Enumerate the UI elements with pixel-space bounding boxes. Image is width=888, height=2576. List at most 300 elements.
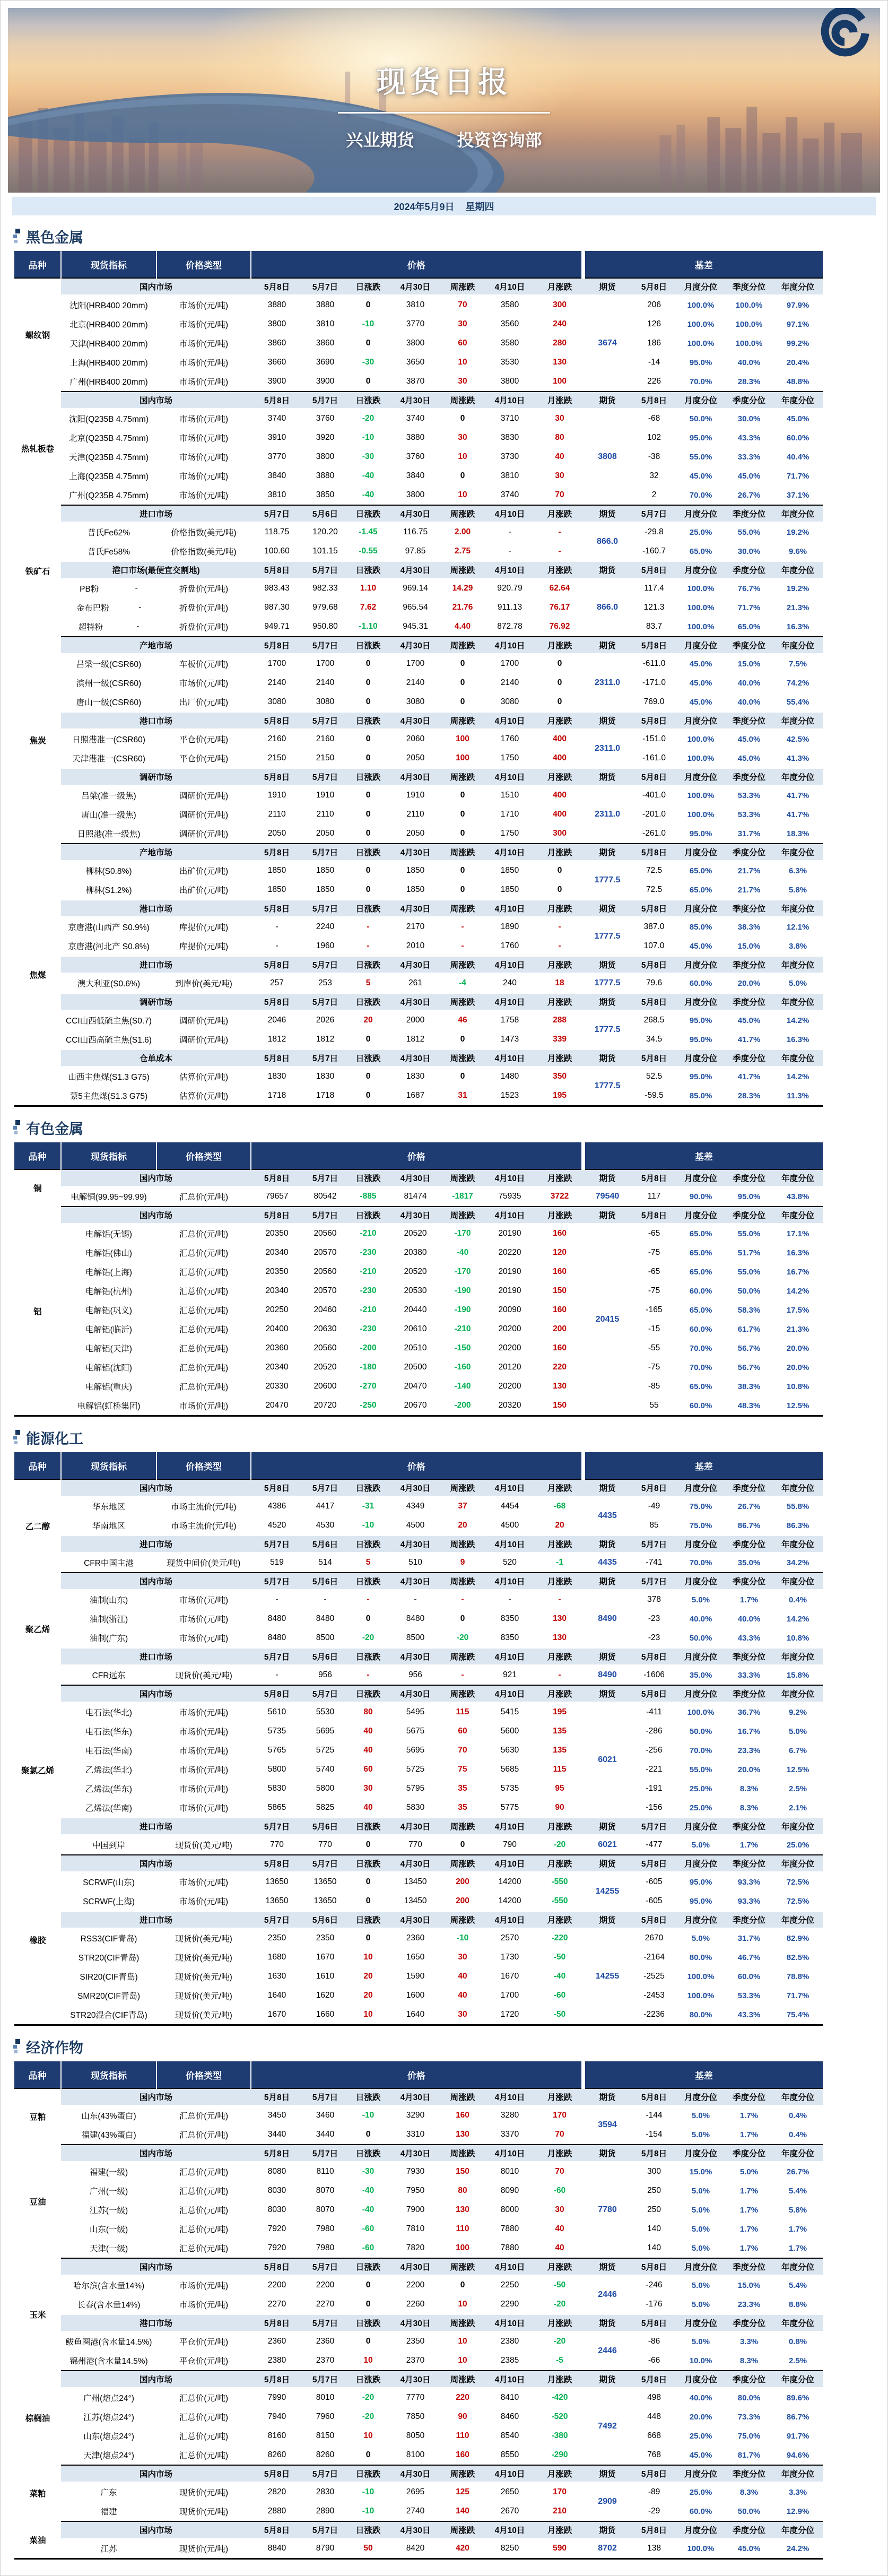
basis-cell: -1606 (632, 1665, 676, 1685)
date-col-label: 5月7日 (303, 712, 347, 729)
change-cell: 46 (442, 1010, 483, 1030)
data-row (14, 1339, 823, 1358)
change-cell: 0 (536, 692, 583, 712)
data-row (14, 2295, 823, 2314)
price-cell: 8350 (483, 1609, 536, 1628)
price-cell: 3290 (389, 2105, 442, 2125)
change-cell: - (442, 1665, 483, 1685)
variety-cell: 铝 (14, 1207, 61, 1416)
futures-price-cell: 6021 (583, 1702, 632, 1818)
futures-col-label: 期货 (583, 637, 632, 654)
price-cell: 3310 (389, 2125, 442, 2145)
monthly-pct-label: 月度分位 (676, 993, 725, 1010)
yearly-pct-label: 年度分位 (773, 392, 823, 409)
basis-cell: -75 (632, 1358, 676, 1377)
col-price-type: 价格类型 (156, 251, 251, 278)
percentile-cell: 3.8% (773, 936, 823, 956)
change-cell: -180 (347, 1358, 389, 1377)
futures-price-cell: 8490 (583, 1665, 632, 1685)
price-cell: 20190 (483, 1281, 536, 1300)
percentile-cell: 12.1% (773, 917, 823, 936)
percentile-cell: 5.8% (773, 2200, 823, 2219)
price-cell: 5825 (303, 1798, 347, 1818)
price-cell: 7810 (389, 2219, 442, 2239)
market-label: 国内市场 (61, 1479, 251, 1496)
percentile-cell: 43.8% (773, 1186, 823, 1207)
price-type-cell: 汇总价(元/吨) (156, 2407, 251, 2426)
basis-cell: -2525 (632, 1967, 676, 1986)
price-cell: 240 (483, 973, 536, 993)
percentile-cell: 100.0% (676, 578, 725, 598)
price-type-cell: 平仓价(元/吨) (156, 749, 251, 768)
data-row (14, 880, 823, 900)
date-col-label: 4月10日 (483, 2521, 536, 2538)
price-cell: 3080 (483, 692, 536, 712)
price-cell: 3900 (303, 372, 347, 392)
col-basis-group: 基差 (583, 2061, 823, 2088)
data-row (14, 861, 823, 880)
percentile-cell: 55.4% (773, 692, 823, 712)
change-cell: - (442, 1590, 483, 1609)
price-cell: 1473 (483, 1030, 536, 1050)
price-cell: 3280 (483, 2105, 536, 2125)
price-cell: 20520 (389, 1224, 442, 1243)
basis-cell: 498 (632, 2388, 676, 2407)
price-cell: 2570 (483, 1928, 536, 1948)
date-col-label: 月涨跌 (536, 1818, 583, 1835)
percentile-cell: 20.0% (773, 1339, 823, 1358)
variety-cell: 棕榈油 (14, 2371, 61, 2465)
price-type-cell: 市场价(元/吨) (156, 315, 251, 334)
percentile-cell: 38.3% (725, 917, 773, 936)
basis-cell: -29 (632, 2502, 676, 2521)
data-row (14, 1590, 823, 1609)
date-col-label: 5月7日 (251, 1818, 303, 1835)
price-cell: 13450 (389, 1872, 442, 1892)
date-bar (12, 197, 876, 215)
price-cell: 3880 (303, 466, 347, 485)
price-type-cell: 市场价(元/吨) (156, 1741, 251, 1760)
price-cell: 3800 (303, 447, 347, 466)
variety-cell: 铜 (14, 1169, 61, 1207)
percentile-cell: 16.7% (725, 1722, 773, 1741)
basis-cell: -86 (632, 2331, 676, 2351)
indicator-cell: 长春(含水量14%) (61, 2295, 156, 2314)
basis-cell: 378 (632, 1590, 676, 1609)
percentile-cell: 16.3% (773, 1243, 823, 1262)
change-cell: 0 (347, 2445, 389, 2465)
change-cell: -40 (536, 1967, 583, 1986)
price-type-cell: 汇总价(元/吨) (156, 2426, 251, 2445)
date-col-label: 4月10日 (483, 2371, 536, 2388)
percentile-cell: 100.0% (676, 598, 725, 617)
date-col-label: 5月8日 (251, 2258, 303, 2275)
date-col-label: 4月30日 (389, 2314, 442, 2331)
date-col-label: 日涨跌 (347, 2465, 389, 2482)
price-type-cell: 市场价(元/吨) (156, 1628, 251, 1648)
change-cell: 160 (442, 2105, 483, 2125)
percentile-cell: 1.7% (725, 1590, 773, 1609)
price-cell: 2670 (483, 2502, 536, 2521)
price-cell: 257 (251, 973, 303, 993)
monthly-pct-label: 月度分位 (676, 1911, 725, 1928)
data-row (14, 2351, 823, 2371)
quarterly-pct-label: 季度分位 (725, 844, 773, 861)
price-cell: - (483, 542, 536, 561)
date-col-label: 4月10日 (483, 1050, 536, 1066)
date-col-label: 周涨跌 (442, 392, 483, 409)
change-cell: 0 (347, 749, 389, 768)
price-cell: 8050 (389, 2426, 442, 2445)
price-cell: 20190 (483, 1262, 536, 1281)
date-col-label: 5月6日 (303, 1536, 347, 1552)
percentile-cell: 100.0% (725, 295, 773, 315)
price-cell: 1680 (251, 1948, 303, 1967)
price-cell: 2270 (303, 2295, 347, 2314)
table-header-row (14, 1142, 823, 1169)
basis-cell: -154 (632, 2125, 676, 2145)
date-col-label: 月涨跌 (536, 1050, 583, 1066)
price-cell: 20670 (389, 1396, 442, 1416)
change-cell: -60 (347, 2219, 389, 2239)
data-row (14, 2388, 823, 2407)
percentile-cell: 16.3% (773, 617, 823, 637)
basis-cell: 107.0 (632, 936, 676, 956)
market-subheader-row (14, 1911, 823, 1928)
price-cell: 1620 (303, 1986, 347, 2005)
change-cell: - (536, 1665, 583, 1685)
date-col-label: 日涨跌 (347, 505, 389, 522)
futures-col-label: 期货 (583, 1536, 632, 1552)
basis-date-label: 5月8日 (632, 2521, 676, 2538)
price-cell: 2170 (389, 917, 442, 936)
monthly-pct-label: 月度分位 (676, 2088, 725, 2105)
percentile-cell: 6.3% (773, 861, 823, 880)
date-col-label: 周涨跌 (442, 844, 483, 861)
change-cell: 115 (442, 1702, 483, 1722)
market-subheader-row (14, 900, 823, 917)
title-divider (338, 112, 550, 114)
futures-col-label: 期货 (583, 392, 632, 409)
change-cell: -10 (347, 315, 389, 334)
futures-col-label: 期货 (583, 993, 632, 1010)
futures-price-cell: 20415 (583, 1224, 632, 1416)
price-cell: 4500 (483, 1516, 536, 1536)
change-cell: -200 (347, 1339, 389, 1358)
percentile-cell: 60.0% (676, 1396, 725, 1416)
percentile-cell: 43.3% (725, 2005, 773, 2025)
price-cell: 5685 (483, 1760, 536, 1779)
section-title (13, 226, 887, 247)
market-label: 仓单成本 (61, 1050, 251, 1066)
date-col-label: 日涨跌 (347, 1479, 389, 1496)
price-type-cell: 市场价(元/吨) (156, 1779, 251, 1798)
price-cell: 120.20 (303, 522, 347, 542)
date-col-label: 日涨跌 (347, 1818, 389, 1835)
price-cell: 3870 (389, 372, 442, 392)
percentile-cell: 11.3% (773, 1086, 823, 1106)
quarterly-pct-label: 季度分位 (725, 2258, 773, 2275)
basis-date-label: 5月8日 (632, 712, 676, 729)
price-type-cell: 车板价(元/吨) (156, 654, 251, 673)
change-cell: -10 (347, 1516, 389, 1536)
futures-col-label: 期货 (583, 1169, 632, 1186)
date-col-label: 周涨跌 (442, 2088, 483, 2105)
basis-cell: 117.4 (632, 578, 676, 598)
percentile-cell: 56.7% (725, 1339, 773, 1358)
basis-date-label: 5月8日 (632, 1911, 676, 1928)
market-subheader-row (14, 392, 823, 409)
percentile-cell: 14.2% (773, 1010, 823, 1030)
price-cell: 5830 (389, 1798, 442, 1818)
price-type-cell: 调研价(元/吨) (156, 805, 251, 824)
price-type-cell: 市场价(元/吨) (156, 1892, 251, 1911)
price-type-cell: 市场价(元/吨) (156, 1590, 251, 1609)
percentile-cell: 3.3% (773, 2482, 823, 2502)
yearly-pct-label: 年度分位 (773, 2314, 823, 2331)
market-subheader-row (14, 1207, 823, 1224)
date-col-label: 周涨跌 (442, 2521, 483, 2538)
date-col-label: 5月7日 (303, 1207, 347, 1224)
percentile-cell: 85.0% (676, 917, 725, 936)
change-cell: 70 (442, 295, 483, 315)
futures-price-cell: 2446 (583, 2331, 632, 2371)
price-cell: 7980 (303, 2219, 347, 2239)
brand-logo-icon (819, 8, 872, 61)
basis-cell: -161.0 (632, 749, 676, 768)
price-cell: 4530 (303, 1516, 347, 1536)
futures-col-label: 期货 (583, 2465, 632, 2482)
date-col-label: 4月30日 (389, 278, 442, 295)
change-cell: 20 (347, 1967, 389, 1986)
change-cell: -550 (536, 1892, 583, 1911)
percentile-cell: 5.0% (676, 2219, 725, 2239)
quarterly-pct-label: 季度分位 (725, 392, 773, 409)
change-cell: -0.55 (347, 542, 389, 561)
date-col-label: 4月10日 (483, 637, 536, 654)
price-cell: 3440 (251, 2125, 303, 2145)
market-subheader-row (14, 1573, 823, 1590)
price-cell: 2200 (303, 2275, 347, 2295)
indicator-cell: 电石法(华东) (61, 1722, 156, 1741)
change-cell: 300 (536, 824, 583, 844)
indicator-cell: 广州(HRB400 20mm) (61, 372, 156, 392)
change-cell: 195 (536, 1702, 583, 1722)
percentile-cell: 75.0% (676, 1496, 725, 1516)
price-cell: 100.60 (251, 542, 303, 561)
percentile-cell: 40.4% (773, 447, 823, 466)
basis-cell: -201.0 (632, 805, 676, 824)
price-cell: 1523 (483, 1086, 536, 1106)
price-cell: 5600 (483, 1722, 536, 1741)
change-cell: 3722 (536, 1186, 583, 1207)
percentile-cell: 1.7% (725, 2125, 773, 2145)
price-cell: 2250 (483, 2275, 536, 2295)
date-col-label: 4月10日 (483, 900, 536, 917)
price-cell: 8260 (303, 2445, 347, 2465)
change-cell: 10 (347, 2426, 389, 2445)
basis-date-label: 5月8日 (632, 2088, 676, 2105)
percentile-cell: 100.0% (725, 334, 773, 353)
price-cell: 1650 (389, 1948, 442, 1967)
percentile-cell: 100.0% (676, 749, 725, 768)
indicator-cell: 澳大利亚(S0.6%) (61, 973, 156, 993)
percentile-cell: 95.0% (676, 1066, 725, 1086)
percentile-cell: 20.4% (773, 353, 823, 372)
date-col-label: 4月10日 (483, 1573, 536, 1590)
change-cell: -30 (347, 353, 389, 372)
change-cell: 80 (347, 1702, 389, 1722)
price-type-cell: 汇总价(元/吨) (156, 1377, 251, 1396)
price-cell: 8110 (303, 2162, 347, 2181)
basis-cell: -55 (632, 1339, 676, 1358)
change-cell: 150 (536, 1281, 583, 1300)
price-cell: 5775 (483, 1798, 536, 1818)
date-col-label: 5月8日 (251, 2314, 303, 2331)
date-col-label: 周涨跌 (442, 1648, 483, 1665)
yearly-pct-label: 年度分位 (773, 2465, 823, 2482)
percentile-cell: 100.0% (676, 617, 725, 637)
data-row (14, 936, 823, 956)
change-cell: -250 (347, 1396, 389, 1416)
percentile-cell: 8.3% (725, 1779, 773, 1798)
indicator-cell: 广州(Q235B 4.75mm) (61, 485, 156, 505)
quarterly-pct-label: 季度分位 (725, 1573, 773, 1590)
change-cell: 350 (536, 1066, 583, 1086)
indicator-cell: 天津港准一(CSR60) (61, 749, 156, 768)
data-row (14, 2105, 823, 2125)
price-type-cell: 平仓价(元/吨) (156, 2331, 251, 2351)
price-cell: 8160 (251, 2426, 303, 2445)
basis-cell: -611.0 (632, 654, 676, 673)
data-row (14, 485, 823, 505)
indicator-cell: 柳林(S0.8%) (61, 861, 156, 880)
market-subheader-row (14, 1050, 823, 1066)
percentile-cell: 65.0% (676, 1377, 725, 1396)
price-cell: 5735 (251, 1722, 303, 1741)
date-col-label: 日涨跌 (347, 1536, 389, 1552)
basis-cell: -23 (632, 1628, 676, 1648)
date-col-label: 4月30日 (389, 1648, 442, 1665)
price-cell: 3650 (389, 353, 442, 372)
percentile-cell: 95.0% (676, 1872, 725, 1892)
price-type-cell: 现货价(美元/吨) (156, 1967, 251, 1986)
date-col-label: 4月30日 (389, 1855, 442, 1872)
price-type-cell: 汇总价(元/吨) (156, 2200, 251, 2219)
indicator-cell: SCRWF(山东) (61, 1872, 156, 1892)
data-row (14, 2200, 823, 2219)
futures-col-label: 期货 (583, 768, 632, 785)
percentile-cell: 51.7% (725, 1243, 773, 1262)
change-cell: 0 (347, 2275, 389, 2295)
basis-cell: 668 (632, 2426, 676, 2445)
basis-cell: -256 (632, 1741, 676, 1760)
percentile-cell: 60.0% (676, 973, 725, 993)
date-col-label: 5月7日 (251, 1536, 303, 1552)
date-col-label: 5月8日 (251, 712, 303, 729)
date-col-label: 周涨跌 (442, 712, 483, 729)
quarterly-pct-label: 季度分位 (725, 993, 773, 1010)
basis-cell: -411 (632, 1702, 676, 1722)
indicator-cell: 电石法(华北) (61, 1702, 156, 1722)
basis-cell: -477 (632, 1835, 676, 1855)
basis-cell: 34.5 (632, 1030, 676, 1050)
price-cell: 956 (303, 1665, 347, 1685)
price-cell: 5695 (303, 1722, 347, 1741)
change-cell: 10 (442, 2351, 483, 2371)
change-cell: -190 (442, 1281, 483, 1300)
basis-date-label: 5月8日 (632, 956, 676, 973)
change-cell: -4 (442, 973, 483, 993)
indicator-cell: 锦州港(含水量14.5%) (61, 2351, 156, 2371)
indicator-cell: RSS3(CIF青岛) (61, 1928, 156, 1948)
indicator-cell: 吕梁一级(CSR60) (61, 654, 156, 673)
price-cell: 3880 (303, 295, 347, 315)
futures-col-label: 期货 (583, 1818, 632, 1835)
indicator-cell: CCI山西高硫主焦(S1.6) (61, 1030, 156, 1050)
percentile-cell: 45.0% (676, 466, 725, 485)
percentile-cell: 53.3% (725, 805, 773, 824)
futures-price-cell: 1777.5 (583, 1066, 632, 1106)
change-cell: 10 (442, 485, 483, 505)
percentile-cell: 100.0% (676, 2538, 725, 2559)
quarterly-pct-label: 季度分位 (725, 1207, 773, 1224)
price-cell: 519 (251, 1552, 303, 1573)
change-cell: 100 (536, 372, 583, 392)
section-bullet-icon (13, 2039, 22, 2055)
price-type-cell: 折盘价(元/吨) (156, 578, 251, 598)
date-col-label: 4月30日 (389, 2371, 442, 2388)
date-col-label: 周涨跌 (442, 1855, 483, 1872)
percentile-cell: 19.2% (773, 522, 823, 542)
percentile-cell: 15.8% (773, 1665, 823, 1685)
price-cell: 520 (483, 1552, 536, 1573)
date-col-label: 5月8日 (251, 1207, 303, 1224)
monthly-pct-label: 月度分位 (676, 392, 725, 409)
date-col-label: 日涨跌 (347, 768, 389, 785)
date-col-label: 日涨跌 (347, 2521, 389, 2538)
col-basis-group: 基差 (583, 1452, 823, 1479)
indicator-cell: 华南地区 (61, 1516, 156, 1536)
data-row (14, 447, 823, 466)
price-cell: 13650 (303, 1892, 347, 1911)
date-col-label: 4月30日 (389, 1207, 442, 1224)
change-cell: -10 (347, 428, 389, 447)
change-cell: 420 (442, 2538, 483, 2559)
percentile-cell: 15.0% (725, 2275, 773, 2295)
market-label: 国内市场 (61, 2521, 251, 2538)
price-cell: 1700 (483, 654, 536, 673)
indicator-cell: 超特粉 - (61, 617, 156, 637)
price-cell: 3450 (251, 2105, 303, 2125)
price-cell: 1758 (483, 1010, 536, 1030)
percentile-cell: 25.0% (773, 1835, 823, 1855)
data-row (14, 2181, 823, 2200)
change-cell: 0 (442, 654, 483, 673)
change-cell: 35 (442, 1779, 483, 1798)
change-cell: -200 (442, 1396, 483, 1416)
price-cell: 20560 (303, 1224, 347, 1243)
date-col-label: 月涨跌 (536, 712, 583, 729)
price-cell: 2160 (303, 729, 347, 749)
change-cell: 110 (442, 2219, 483, 2239)
price-cell: 983.43 (251, 578, 303, 598)
change-cell: - (347, 1590, 389, 1609)
indicator-cell: 乙烯法(华北) (61, 1760, 156, 1779)
percentile-cell: 60.0% (773, 428, 823, 447)
indicator-cell: 日照港(准一级焦) (61, 824, 156, 844)
indicator-cell: 电解铝(重庆) (61, 1377, 156, 1396)
